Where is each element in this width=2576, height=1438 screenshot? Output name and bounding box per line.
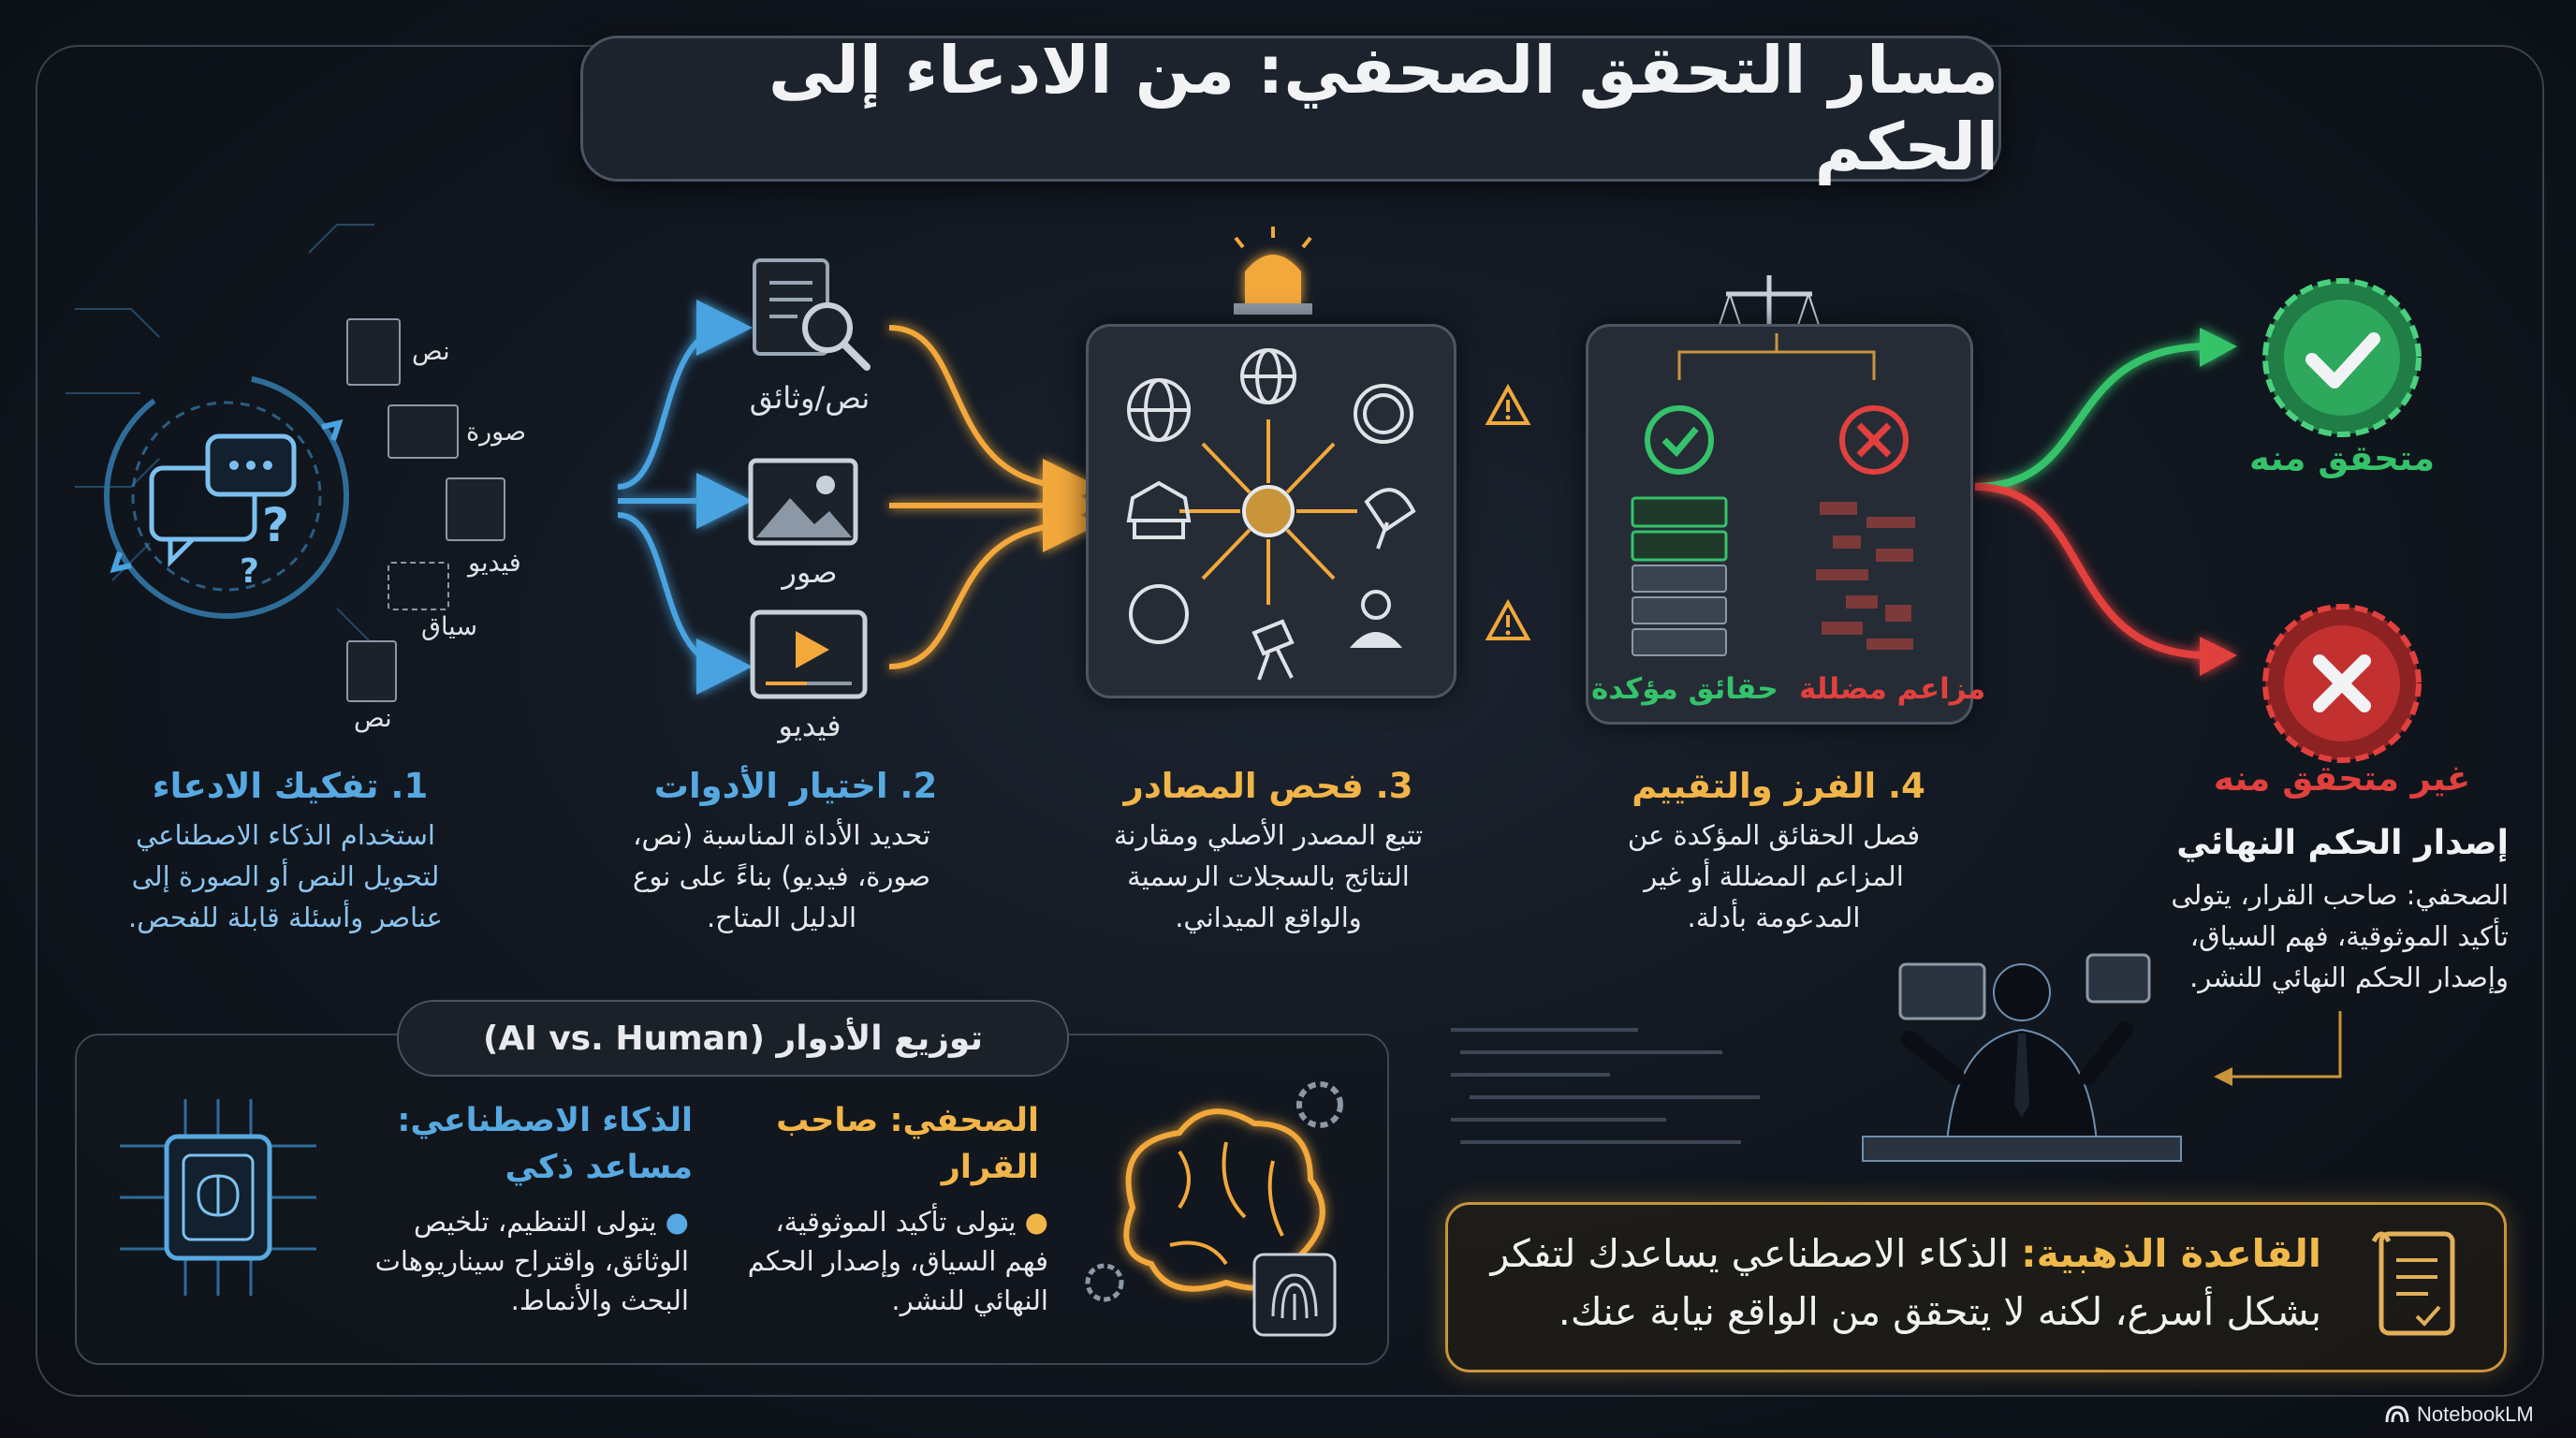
final-verdict-desc: الصحفي: صاحب القرار، يتولى تأكيد الموثوقية، فهم السياق، وإصدار الحكم النهائي للنشر. <box>2171 879 2509 993</box>
svg-text:?: ? <box>262 498 290 552</box>
step1-label-image: صورة <box>466 418 527 447</box>
bullet-dot: ● <box>656 1206 689 1238</box>
bullet-dot-2: ● <box>1016 1206 1048 1238</box>
code-lines-decoration <box>1442 1011 1797 1170</box>
step2-title: 2. اختيار الأدوات <box>653 766 938 806</box>
human-role-desc <box>739 1202 1048 1320</box>
step3-title: 3. فحص المصادر <box>1123 766 1413 806</box>
ai-role-desc-text: يتولى التنظيم، تلخيص الوثائق، واقتراح سيناريوهات البحث والأنماط. <box>374 1206 689 1316</box>
misleading-claims-label: مزاعم مضللة <box>1799 672 1986 706</box>
confirmed-facts-label: حقائق مؤكدة <box>1591 672 1778 706</box>
svg-text:?: ? <box>240 552 259 591</box>
human-role-desc-text: يتولى تأكيد الموثوقية، فهم السياق، وإصدار الحكم النهائي للنشر. <box>747 1206 1048 1316</box>
scroll-document-icon <box>2368 1223 2471 1344</box>
step1-label-context: سياق <box>421 612 477 641</box>
ai-chip-icon <box>101 1090 335 1305</box>
video-tool-icon <box>749 609 871 702</box>
page-title: مسار التحقق الصحفي: من الادعاء إلى الحكم <box>768 32 1998 185</box>
unverified-label: غير متحقق منه <box>2213 758 2471 799</box>
text-doc-icon-2 <box>346 640 397 702</box>
ai-role-desc <box>356 1202 689 1320</box>
golden-rule-body: الذكاء الاصطناعي يساعدك لتفكر بشكل أسرع، لكنه لا يتحقق من الواقع نيابة عنك. <box>1490 1231 2321 1334</box>
step1-label-text-2: نص <box>354 704 392 733</box>
step4-desc: فصل الحقائق المؤكدة عن المزاعم المضللة أو غير المدعومة بأدلة. <box>1627 819 1921 933</box>
final-verdict-title: إصدار الحكم النهائي <box>2176 824 2509 862</box>
gear-icon <box>1299 1084 1340 1125</box>
check-circle-icon <box>1647 408 1711 472</box>
journalist-illustration <box>1807 936 2200 1189</box>
roles-heading: توزيع الأدوار (AI vs. Human) <box>482 1019 984 1058</box>
satellite-dish-icon <box>1367 490 1413 549</box>
ai-role-title: الذكاء الاصطناعي: مساعد ذكي <box>397 1102 693 1186</box>
earth-icon <box>1131 586 1187 642</box>
step1-label-text: نص <box>412 337 450 366</box>
brand-name: NotebookLM <box>2417 1402 2534 1426</box>
step1-label-video: فيديو <box>468 549 521 578</box>
person-icon <box>1363 592 1389 618</box>
context-icon <box>388 562 449 610</box>
roles-heading-pill <box>397 1000 1069 1077</box>
step1-title: 1. تفكيك الادعاء <box>152 766 429 806</box>
tool-label-video: فيديو <box>778 708 842 743</box>
step4-title: 4. الفرز والتقييم <box>1632 766 1925 806</box>
sorting-diagram <box>1586 324 1968 719</box>
notebooklm-logo-icon <box>2385 1405 2409 1424</box>
document-search-icon <box>741 253 882 374</box>
verified-badge-icon <box>2258 273 2426 442</box>
video-doc-icon <box>446 477 505 541</box>
source-hub-diagram <box>1086 324 1451 693</box>
unverified-badge-icon <box>2258 599 2426 768</box>
warning-icon <box>1485 384 1531 427</box>
gear-icon-2 <box>1088 1266 1121 1299</box>
tool-label-documents: نص/وثائق <box>749 380 871 416</box>
brain-fingerprint-icon <box>1076 1077 1367 1339</box>
warning-icon-2 <box>1485 599 1531 642</box>
alarm-light-icon <box>1217 225 1329 318</box>
tool-label-images: صور <box>782 554 838 590</box>
verified-label: متحقق منه <box>2249 438 2435 478</box>
deconstruct-cycle-icon <box>86 337 367 655</box>
image-icon <box>388 404 459 459</box>
telescope-icon <box>1254 622 1292 680</box>
step3-desc: تتبع المصدر الأصلي ومقارنة النتائج بالسجلات الرسمية والواقع الميداني. <box>1113 819 1424 933</box>
text-doc-icon <box>346 318 401 386</box>
brand-watermark <box>2385 1402 2534 1427</box>
golden-rule-text <box>1479 1225 2321 1341</box>
human-role-title: الصحفي: صاحب القرار <box>776 1102 1039 1186</box>
image-tool-icon <box>747 455 869 549</box>
step1-desc: استخدام الذكاء الاصطناعي لتحويل النص أو الصورة إلى عناصر وأسئلة قابلة للفحص. <box>128 819 443 933</box>
golden-rule-label: القاعدة الذهبية: <box>2021 1231 2321 1276</box>
step2-desc: تحديد الأداة المناسبة (نص، صورة، فيديو) بناءً على نوع الدليل المتاح. <box>633 819 930 933</box>
